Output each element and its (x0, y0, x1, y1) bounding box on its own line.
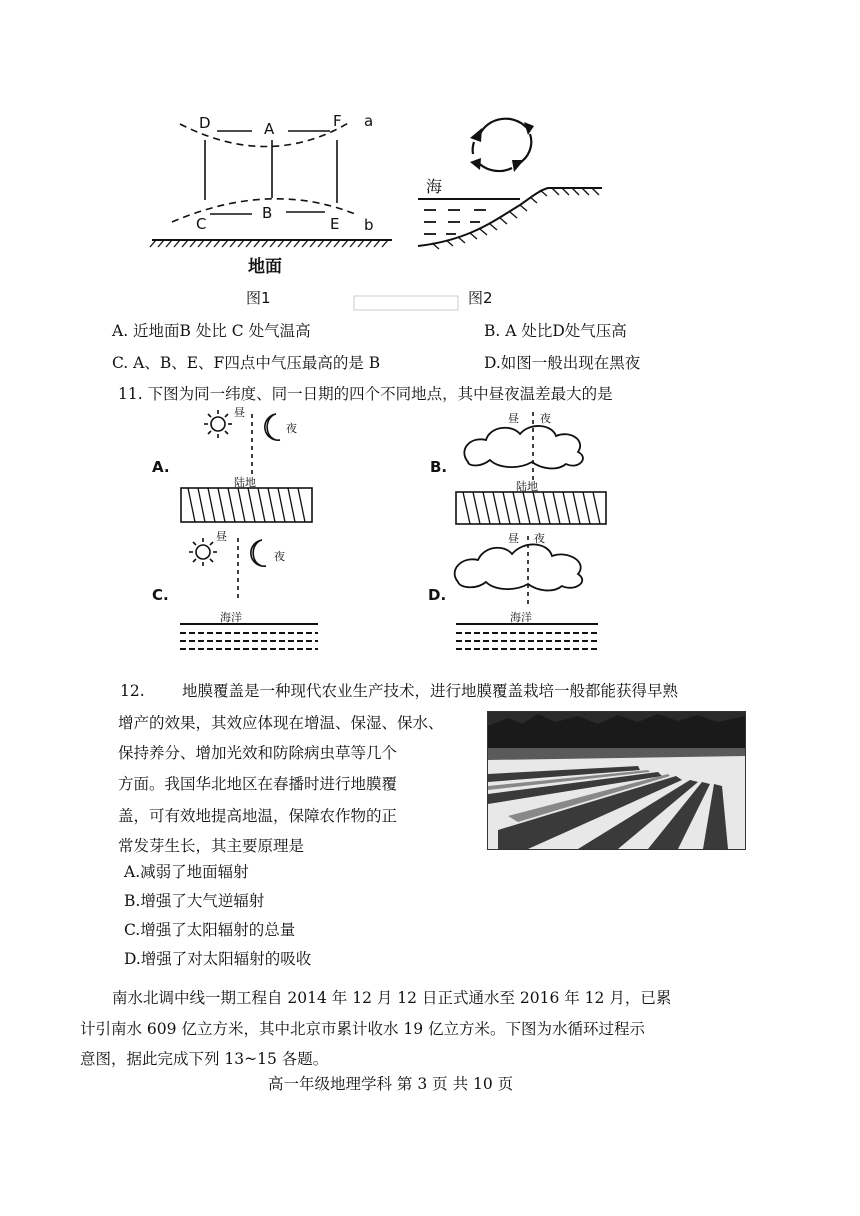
q12-option-c: C.增强了太阳辐射的总量 (124, 921, 296, 939)
q11-label-b: B. (430, 458, 448, 476)
q11-b-night-label: 夜 (540, 412, 551, 425)
q11-c-night-label: 夜 (274, 550, 285, 563)
q11-a-day-label: 昼 (234, 406, 245, 419)
passage-line-3: 意图，据此完成下列 13~15 各题。 (80, 1050, 329, 1068)
q12-line-4: 方面。我国华北地区在春播时进行地膜覆 (118, 775, 398, 793)
q12-line-5: 盖，可有效地提高地温，保障农作物的正 (118, 807, 398, 825)
sun-icon (204, 410, 232, 438)
fig1-point-a: A (264, 120, 275, 138)
q10-option-a: A. 近地面B 处比 C 处气温高 (112, 322, 311, 340)
q11-stem: 11. 下图为同一纬度、同一日期的四个不同地点，其中昼夜温差最大的是 (118, 385, 613, 403)
q11-d-night-label: 夜 (534, 532, 545, 545)
q11-label-c: C. (152, 586, 169, 604)
fig1-point-e: E (330, 215, 340, 233)
q10-option-c: C. A、B、E、F四点中气压最高的是 B (112, 354, 381, 372)
fig1-point-b: B (262, 204, 273, 222)
fig1-caption: 图1 (246, 289, 271, 307)
fig2-sea-label: 海 (426, 177, 443, 196)
q12-line-6: 常发芽生长，其主要原理是 (118, 837, 305, 855)
field-photo (487, 711, 746, 850)
q10-option-d: D.如图一般出现在黑夜 (484, 354, 641, 372)
q11-c-ocean-label: 海洋 (220, 611, 242, 624)
fig1-isobar-b: b (364, 216, 374, 234)
passage-line-1: 南水北调中线一期工程自 2014 年 12 月 12 日正式通水至 2016 年 12 月，已累 (112, 989, 672, 1007)
q11-b-land-label: 陆地 (516, 480, 538, 493)
fig1-point-c: C (196, 215, 207, 233)
q11-label-a: A. (152, 458, 170, 476)
passage-line-2: 计引南水 609 亿立方米，其中北京市累计收水 19 亿立方米。下图为水循环过程示 (80, 1020, 646, 1038)
q12-option-b: B.增强了大气逆辐射 (124, 892, 265, 910)
q11-b-day-label: 昼 (508, 412, 519, 425)
q11-a-land-label: 陆地 (234, 476, 256, 489)
q12-number: 12. (120, 682, 145, 700)
q11-c-day-label: 昼 (216, 530, 227, 543)
q12-option-a: A.减弱了地面辐射 (124, 863, 249, 881)
page-footer: 高一年级地理学科 第 3 页 共 10 页 (268, 1075, 514, 1093)
fig1-point-d: D (199, 114, 211, 132)
q11-a-night-label: 夜 (286, 422, 297, 435)
fig2-caption: 图2 (468, 289, 493, 307)
fig1-ground-label: 地面 (248, 257, 282, 277)
field-photo-art (488, 712, 745, 849)
q12-option-d: D.增强了对太阳辐射的吸收 (124, 950, 312, 968)
fig1-point-f: F (333, 112, 342, 130)
q11-d-ocean-label: 海洋 (510, 611, 532, 624)
q11-d-day-label: 昼 (508, 532, 519, 545)
q10-option-b: B. A 处比D处气压高 (484, 322, 627, 340)
q12-line-2: 增产的效果，其效应体现在增温、保湿、保水、 (118, 714, 444, 732)
q12-line-1: 地膜覆盖是一种现代农业生产技术，进行地膜覆盖栽培一般都能获得早熟 (182, 682, 679, 700)
q12-line-3: 保持养分、增加光效和防除病虫草等几个 (118, 744, 398, 762)
q11-label-d: D. (428, 586, 447, 604)
fig1-isobar-a: a (364, 112, 374, 130)
